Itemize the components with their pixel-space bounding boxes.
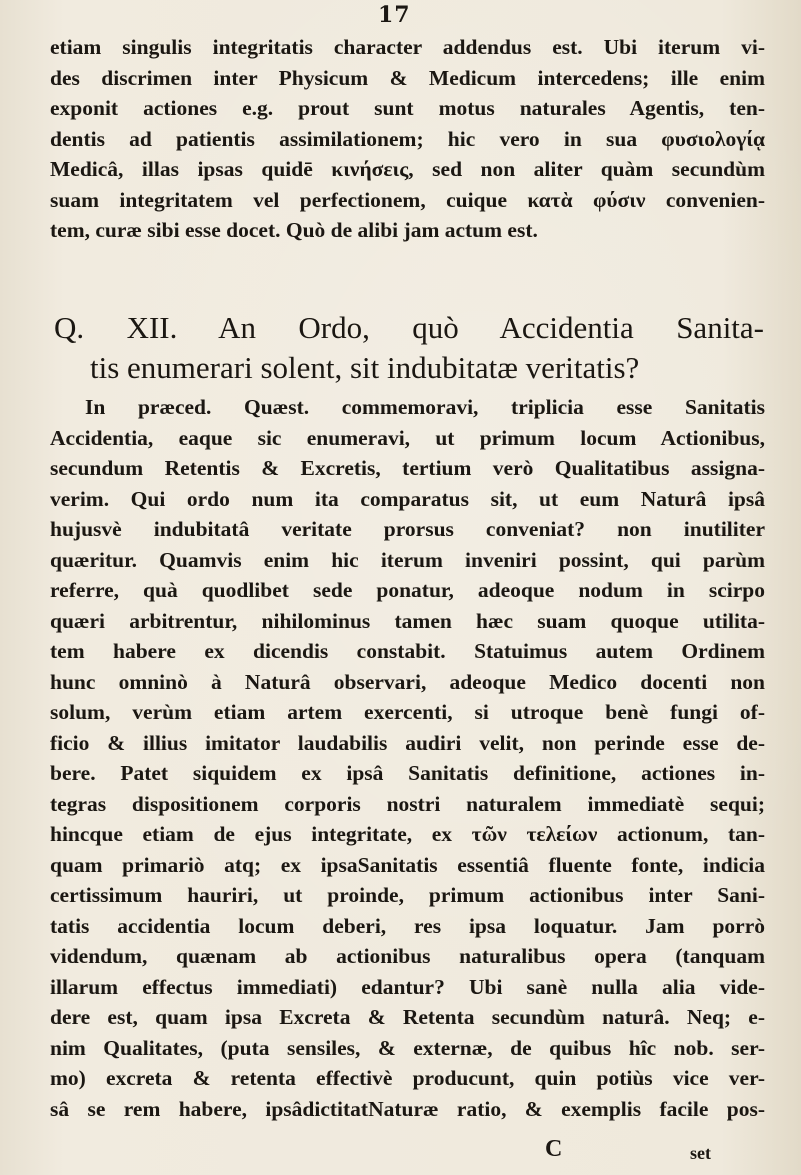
text-line: hunc omninò à Naturâ observari, adeoque Medico docenti non bbox=[50, 669, 765, 694]
text-line: Medicâ, illas ipsas quidē κινήσεις, sed non aliter quàm secundùm bbox=[50, 157, 765, 181]
text-line: secundum Retentis & Excretis, tertium verò Qualitatibus assigna- bbox=[50, 456, 765, 480]
page-number: 17 bbox=[378, 2, 411, 28]
text-line: referre, quà quodlibet sede ponatur, adeoque nodum in scirpo bbox=[50, 578, 765, 602]
text-line: dentis ad patientis assimilationem; hic vero in sua φυσιολογίᾳ bbox=[50, 126, 765, 151]
heading-line: tis enumerari solent, sit indubitatæ veritatis? bbox=[90, 350, 640, 385]
text-line: Accidentia, eaque sic enumeravi, ut primum locum Actionibus, bbox=[50, 425, 765, 450]
text-line: quam primariò atq; ex ipsaSanitatis essentiâ fluente fonte, indicia bbox=[50, 852, 765, 877]
text-line: des discrimen inter Physicum & Medicum intercedens; ille enim bbox=[50, 65, 765, 90]
text-line: hujusvè indubitatâ veritate prorsus conveniat? non inutiliter bbox=[50, 517, 765, 541]
text-line: tem habere ex dicendis constabit. Statuimus autem Ordinem bbox=[50, 639, 765, 663]
text-line: tem, curæ sibi esse docet. Quò de alibi jam actum est. bbox=[50, 218, 538, 242]
text-line: etiam singulis integritatis character addendus est. Ubi iterum vi- bbox=[50, 35, 765, 59]
text-line: nim Qualitates, (puta sensiles, & externæ, de quibus hîc nob. ser- bbox=[50, 1035, 765, 1060]
text-line: mo) excreta & retenta effectivè producunt, quin potiùs vice ver- bbox=[50, 1066, 765, 1090]
paragraph-1 bbox=[50, 32, 765, 246]
paragraph-2 bbox=[50, 392, 765, 1124]
text-line: exponit actiones e.g. prout sunt motus naturales Agentis, ten- bbox=[50, 96, 765, 120]
text-line: sâ se rem habere, ipsâdictitatNaturæ ratio, & exemplis facile pos- bbox=[50, 1096, 765, 1121]
text-line: tegras dispositionem corporis nostri naturalem immediatè sequi; bbox=[50, 791, 765, 816]
signature-mark: C bbox=[545, 1136, 563, 1162]
text-line: tatis accidentia locum deberi, res ipsa loquatur. Jam porrò bbox=[50, 913, 765, 938]
text-line: certissimum hauriri, ut proinde, primum actionibus inter Sani- bbox=[50, 883, 765, 907]
text-line: videndum, quænam ab actionibus naturalibus opera (tanquam bbox=[50, 944, 765, 968]
text-line: In præced. Quæst. commemoravi, triplicia esse Sanitatis bbox=[85, 395, 765, 419]
text-line: illarum effectus immediati) edantur? Ubi sanè nulla alia vide- bbox=[50, 974, 765, 999]
question-heading bbox=[54, 308, 764, 388]
catchword: set bbox=[690, 1143, 711, 1163]
text-line: verim. Qui ordo num ita comparatus sit, ut eum Naturâ ipsâ bbox=[50, 486, 765, 511]
text-line: quæri arbitrentur, nihilominus tamen hæc suam quoque utilita- bbox=[50, 608, 765, 633]
text-line: ficio & illius imitator laudabilis audiri velit, non perinde esse de- bbox=[50, 730, 765, 755]
text-line: quæritur. Quamvis enim hic iterum inveniri possint, qui parùm bbox=[50, 547, 765, 572]
heading-line: Q. XII. An Ordo, quò Accidentia Sanita- bbox=[54, 310, 764, 345]
text-line: dere est, quam ipsa Excreta & Retenta secundùm naturâ. Neq; e- bbox=[50, 1005, 765, 1029]
text-line: bere. Patet siquidem ex ipsâ Sanitatis definitione, actiones in- bbox=[50, 761, 765, 785]
text-line: solum, verùm etiam artem exercenti, si utroque benè fungi of- bbox=[50, 700, 765, 724]
text-line: suam integritatem vel perfectionem, cuique κατὰ φύσιν convenien- bbox=[50, 187, 765, 212]
text-line: hincque etiam de ejus integritate, ex τῶν τελείων actionum, tan- bbox=[50, 822, 765, 846]
